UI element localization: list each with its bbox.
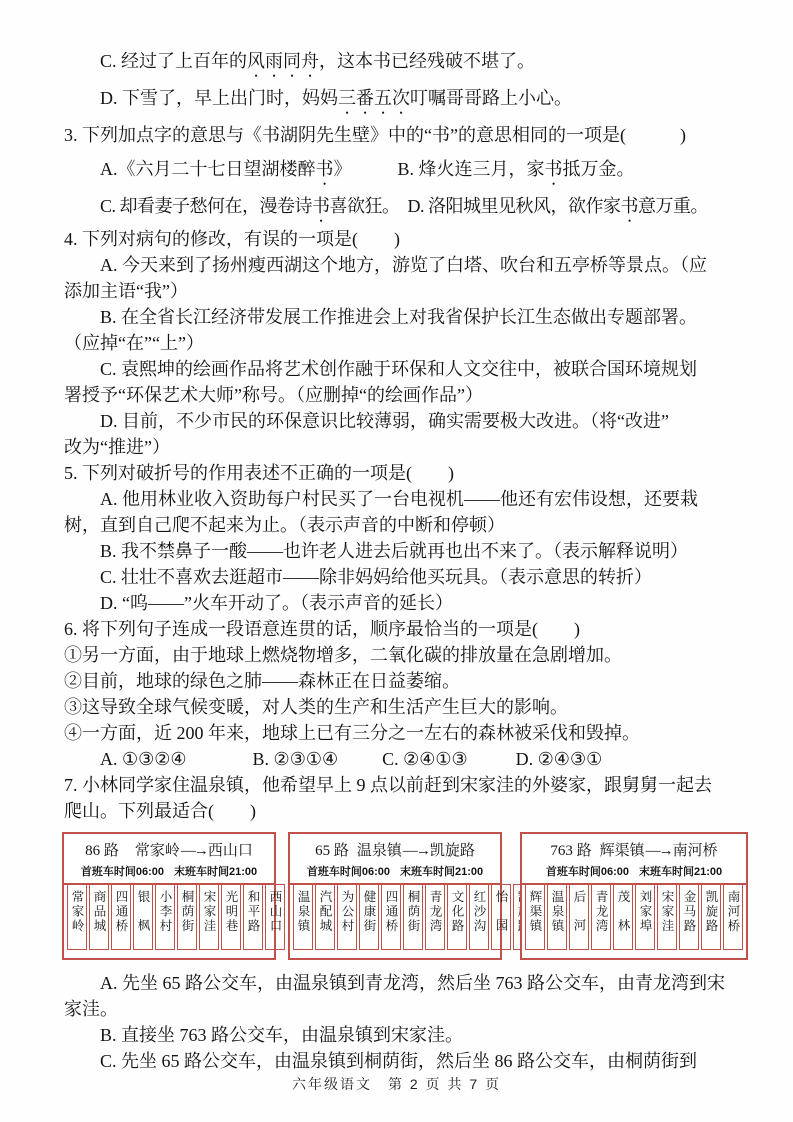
question-2-tail: [64, 44, 740, 226]
stop-cell: 西山口: [265, 884, 285, 950]
stop-cell: 文化路: [447, 884, 467, 950]
stop-cell: 后河: [569, 884, 589, 950]
route-arrow-icon: —→: [402, 843, 429, 859]
q6-sentence-3: ③这导致全球气候变暖，对人类的生产和生活产生巨大的影响。: [64, 697, 568, 717]
stop-cell: 为公村: [337, 884, 357, 950]
route-to: 凯旋路: [429, 843, 475, 859]
text-segment: C. 却看妻子愁何在，漫卷诗: [100, 196, 313, 216]
q3-options-cd: [64, 189, 740, 226]
stop-cell: 四通桥: [381, 884, 401, 950]
text-segment: 意万重。: [638, 196, 709, 216]
bus-timetable-86: [62, 832, 282, 960]
stop-cell: 辉渠镇: [525, 884, 545, 950]
q3-options-ab: [64, 152, 740, 189]
q7-stem-line2: 爬山。下列最适合( ): [64, 801, 256, 821]
emphasized-text: 书: [620, 196, 639, 216]
q5-option-b: B. 我不禁鼻子一酸——也许老人进去后就再也出不来了。（表示解释说明）: [100, 541, 689, 561]
stop-cell: 小李村: [155, 884, 175, 950]
q4-option-d: D. 目前，不少市民的环保意识比较薄弱，确实需要极大改进。（将“改进”: [100, 411, 669, 431]
q3-option-d: [408, 196, 709, 216]
q4-option-d-cont: 改为“推进”）: [64, 437, 170, 457]
stop-cell: 和平路: [243, 884, 263, 950]
q2-option-d: [64, 81, 740, 118]
stop-cell: 桐荫街: [177, 884, 197, 950]
text-segment: 》: [333, 159, 352, 179]
q4-stem: 4. 下列对病句的修改，有误的一项是( ): [64, 229, 400, 249]
q7-option-c: C. 先坐 65 路公交车，由温泉镇到桐荫街，然后坐 86 路公交车，由桐荫街到: [100, 1051, 698, 1071]
question-5: [64, 460, 740, 616]
text-segment: A.《六月二十七日望湖楼醉: [100, 159, 316, 179]
q4-option-a-cont: 添加主语“我”）: [64, 281, 188, 301]
emphasized-text: 三番五次: [338, 88, 410, 108]
q4-option-b-cont: （应掉“在”“上”）: [64, 333, 204, 353]
route-arrow-icon: —→: [180, 843, 207, 859]
stop-cell: 刘家埠: [635, 884, 655, 950]
route-from: 辉渠镇: [599, 843, 645, 859]
q6-choice-b: B. ②③①④: [252, 749, 339, 769]
q7-stem-line1: 7. 小林同学家住温泉镇，他希望早上 9 点以前赶到宋家洼的外婆家，跟舅舅一起去: [64, 775, 712, 795]
stop-cell: 健康街: [359, 884, 379, 950]
q6-choice-d: D. ②④③①: [515, 749, 603, 769]
route-times: [290, 861, 500, 883]
q2-option-c: [64, 44, 740, 81]
q5-option-c: C. 壮壮不喜欢去逛超市——除非妈妈给他买玩具。（表示意思的转折）: [100, 567, 653, 587]
q4-option-c: C. 袁熙坤的绘画作品将艺术创作融于环保和人文交往中，被联合国环境规划: [100, 359, 698, 379]
q3-option-a: [100, 159, 352, 179]
q5-stem: 5. 下列对破折号的作用表述不正确的一项是( ): [64, 463, 454, 483]
emphasized-text: 书: [544, 159, 563, 179]
q7-option-b: B. 直接坐 763 路公交车，由温泉镇到宋家洼。: [100, 1025, 464, 1045]
route-times: [64, 861, 274, 883]
first-bus-time: 首班车时间06:00: [545, 866, 629, 878]
stop-cell: 凯旋路: [701, 884, 721, 950]
route-to: 西山口: [207, 843, 253, 859]
question-4: [64, 226, 740, 460]
last-bus-time: 末班车时间21:00: [639, 866, 723, 878]
q5-option-a-cont: 树，直到自己爬不起来为止。（表示声音的中断和停顿）: [64, 515, 505, 535]
bus-timetable-65: [288, 832, 508, 960]
text-segment: C. 经过了上百年的: [100, 51, 248, 71]
q4-option-b: B. 在全省长江经济带发展工作推进会上对我省保护长江生态做出专题部署。: [100, 307, 698, 327]
q6-sentence-4: ④一方面，近 200 年来，地球上已有三分之一左右的森林被采伐和毁掉。: [64, 723, 640, 743]
stop-cell: 青龙湾: [425, 884, 445, 950]
route-arrow-icon: —→: [645, 843, 672, 859]
route-number: 763 路: [550, 843, 592, 859]
text-segment: 叮嘱哥哥路上小心。: [410, 88, 572, 108]
q7-option-a: A. 先坐 65 路公交车，由温泉镇到青龙湾，然后坐 763 路公交车，由青龙湾到宋: [100, 973, 725, 993]
q5-option-a: A. 他用林业收入资助每户村民买了一台电视机——他还有宏伟设想，还要栽: [100, 489, 698, 509]
stop-cell: 汽配城: [315, 884, 335, 950]
q4-option-c-cont: 署授予“环保艺术大师”称号。（应删掉“的绘画作品”）: [64, 385, 483, 405]
route-title: [522, 834, 746, 861]
stop-cell: 茂林: [613, 884, 633, 950]
emphasized-text: 风雨同舟: [247, 51, 320, 71]
text-segment: D. 洛阳城里见秋风，欲作家: [407, 196, 621, 216]
route-title: [290, 834, 500, 861]
stop-cell: 桐荫街: [403, 884, 423, 950]
stop-cell: 温泉镇: [547, 884, 567, 950]
stop-cell: 南河桥: [723, 884, 743, 950]
stop-cell: 光明巷: [221, 884, 241, 950]
exam-content: [64, 44, 740, 1074]
q6-sentence-1: ①另一方面，由于地球上燃烧物增多，二氧化碳的排放量在急剧增加。: [64, 645, 622, 665]
stop-cell: 四通桥: [111, 884, 131, 950]
emphasized-text: 书: [315, 159, 334, 179]
bus-timetable-763: [520, 832, 748, 960]
text-segment: 喜欲狂。: [329, 196, 400, 216]
page-footer: 六年级语文 第 2 页 共 7 页: [291, 1076, 502, 1092]
route-stops: [522, 883, 746, 958]
route-to: 南河桥: [672, 843, 718, 859]
stop-cell: 商品城: [89, 884, 109, 950]
q4-option-a: A. 今天来到了扬州瘦西湖这个地方，游览了白塔、吹台和五亭桥等景点。（应: [100, 255, 707, 275]
stop-cell: 青龙湾: [591, 884, 611, 950]
route-title: [64, 834, 274, 861]
route-times: [522, 861, 746, 883]
stop-cell: 温泉镇: [293, 884, 313, 950]
route-stops: [64, 883, 282, 958]
stop-cell: 怡园: [491, 884, 511, 950]
stop-cell: 宋家洼: [657, 884, 677, 950]
q3-stem: 3. 下列加点字的意思与《书湖阴先生壁》中的“书”的意思相同的一项是( ): [64, 125, 686, 145]
last-bus-time: 末班车时间21:00: [174, 866, 258, 878]
q6-sentence-2: ②目前，地球的绿色之肺——森林正在日益萎缩。: [64, 671, 460, 691]
text-segment: ，这本书已经残破不堪了。: [319, 51, 536, 71]
stop-cell: 银枫: [133, 884, 153, 950]
q5-option-d: D. “呜——”火车开动了。（表示声音的延长）: [100, 593, 453, 613]
route-stops: [290, 883, 508, 958]
q3-option-c: [100, 196, 400, 216]
q7-option-a-cont: 家洼。: [64, 999, 118, 1019]
question-6: [64, 616, 740, 772]
route-number: 86 路: [85, 843, 119, 859]
stop-cell: 常家岭: [67, 884, 87, 950]
last-bus-time: 末班车时间21:00: [400, 866, 484, 878]
stop-cell: 宋家洼: [199, 884, 219, 950]
text-segment: D. 下雪了，早上出门时，妈妈: [100, 88, 338, 108]
route-from: 常家岭: [134, 843, 180, 859]
emphasized-text: 书: [312, 196, 330, 216]
q3-option-b: [398, 159, 635, 179]
q6-choices: [64, 746, 740, 772]
route-from: 温泉镇: [356, 843, 402, 859]
stop-cell: 金马路: [679, 884, 699, 950]
stop-cell: 红沙沟: [469, 884, 489, 950]
route-number: 65 路: [315, 843, 349, 859]
first-bus-time: 首班车时间06:00: [80, 866, 164, 878]
text-segment: 抵万金。: [562, 159, 635, 179]
q6-choice-a: A. ①③②④: [100, 749, 187, 769]
text-segment: B. 烽火连三月，家: [397, 159, 545, 179]
bus-timetables: [62, 832, 740, 960]
q6-choice-c: C. ②④①③: [382, 749, 468, 769]
q6-stem: 6. 将下列句子连成一段语意连贯的话，顺序最恰当的一项是( ): [64, 619, 580, 639]
first-bus-time: 首班车时间06:00: [306, 866, 390, 878]
question-7: [64, 772, 740, 1074]
